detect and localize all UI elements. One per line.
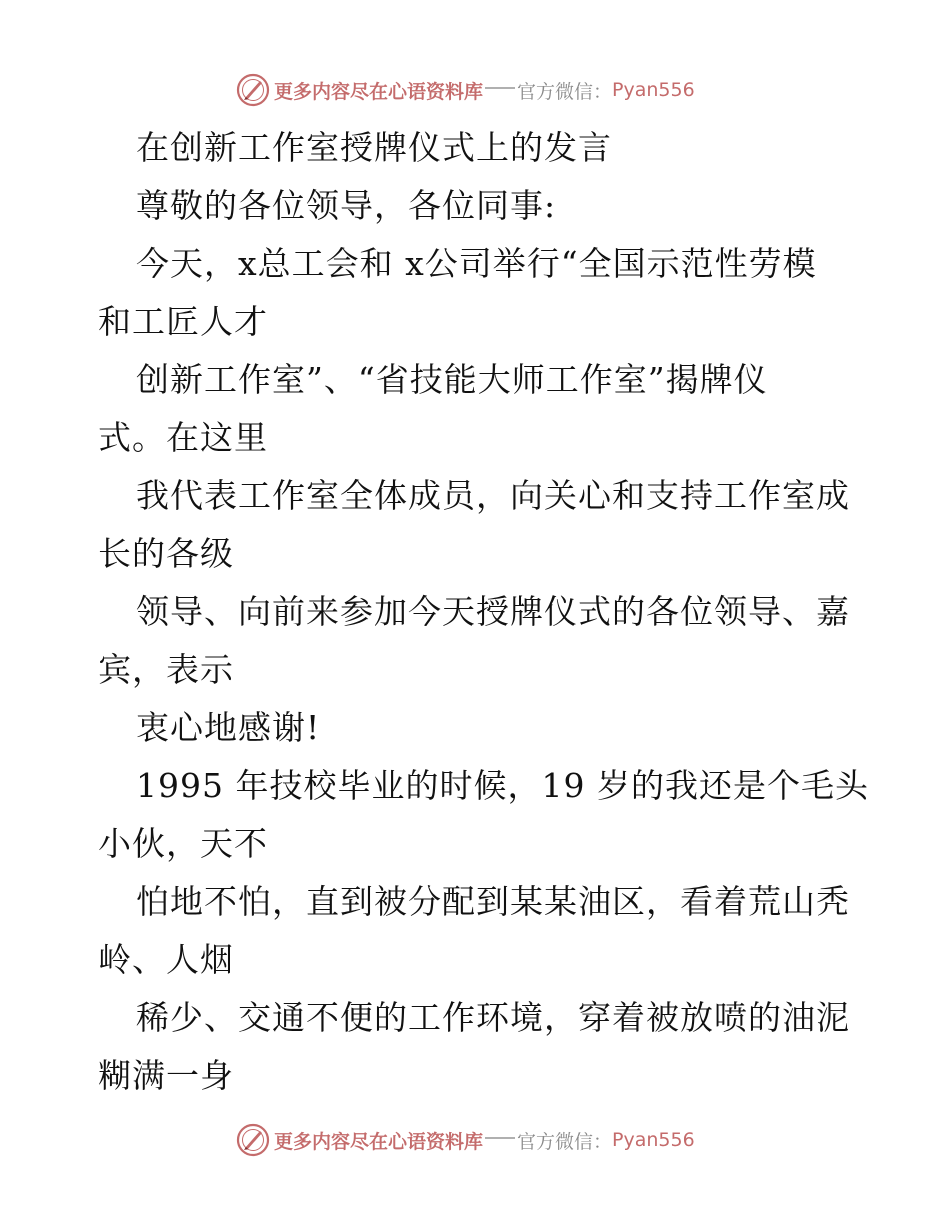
paragraph-line: 糊满一身	[98, 1056, 234, 1095]
paragraph-line: 长的各级	[98, 534, 234, 573]
document-title: 在创新工作室授牌仪式上的发言	[136, 128, 612, 167]
paragraph-line: 宾，表示	[98, 650, 234, 689]
paragraph-line: 1995 年技校毕业的时候，19 岁的我还是个毛头	[136, 766, 869, 805]
watermark-dash	[485, 87, 515, 89]
paragraph-line: 小伙，天不	[98, 824, 268, 863]
watermark-text: 更多内容尽在心语资料库	[274, 1130, 484, 1153]
watermark-account-id: Pyan556	[612, 1129, 695, 1151]
watermark-account-id: Pyan556	[612, 79, 695, 101]
quill-seal-icon	[236, 1123, 270, 1157]
paragraph-line: 稀少、交通不便的工作环境，穿着被放喷的油泥	[136, 998, 850, 1037]
paragraph-line: 式。在这里	[98, 418, 268, 457]
watermark-official-label: 官方微信：	[517, 80, 613, 103]
paragraph-line: 岭、人烟	[98, 940, 234, 979]
header-watermark	[236, 72, 695, 108]
paragraph-line: 怕地不怕，直到被分配到某某油区，看着荒山秃	[136, 882, 850, 921]
quill-seal-icon	[236, 73, 270, 107]
watermark-text: 更多内容尽在心语资料库	[274, 80, 484, 103]
watermark-official-label: 官方微信：	[517, 1130, 613, 1153]
paragraph-line: 我代表工作室全体成员，向关心和支持工作室成	[136, 476, 850, 515]
paragraph-line: 衷心地感谢!	[136, 708, 321, 747]
watermark-dash	[485, 1137, 515, 1139]
paragraph-line: 创新工作室”、“省技能大师工作室”揭牌仪	[136, 360, 768, 399]
paragraph-line: 和工匠人才	[98, 302, 268, 341]
salutation-line: 尊敬的各位领导，各位同事:	[136, 186, 557, 225]
paragraph-line: 今天，x总工会和 x公司举行“全国示范性劳模	[136, 244, 817, 283]
paragraph-line: 领导、向前来参加今天授牌仪式的各位领导、嘉	[136, 592, 850, 631]
footer-watermark	[236, 1122, 695, 1158]
